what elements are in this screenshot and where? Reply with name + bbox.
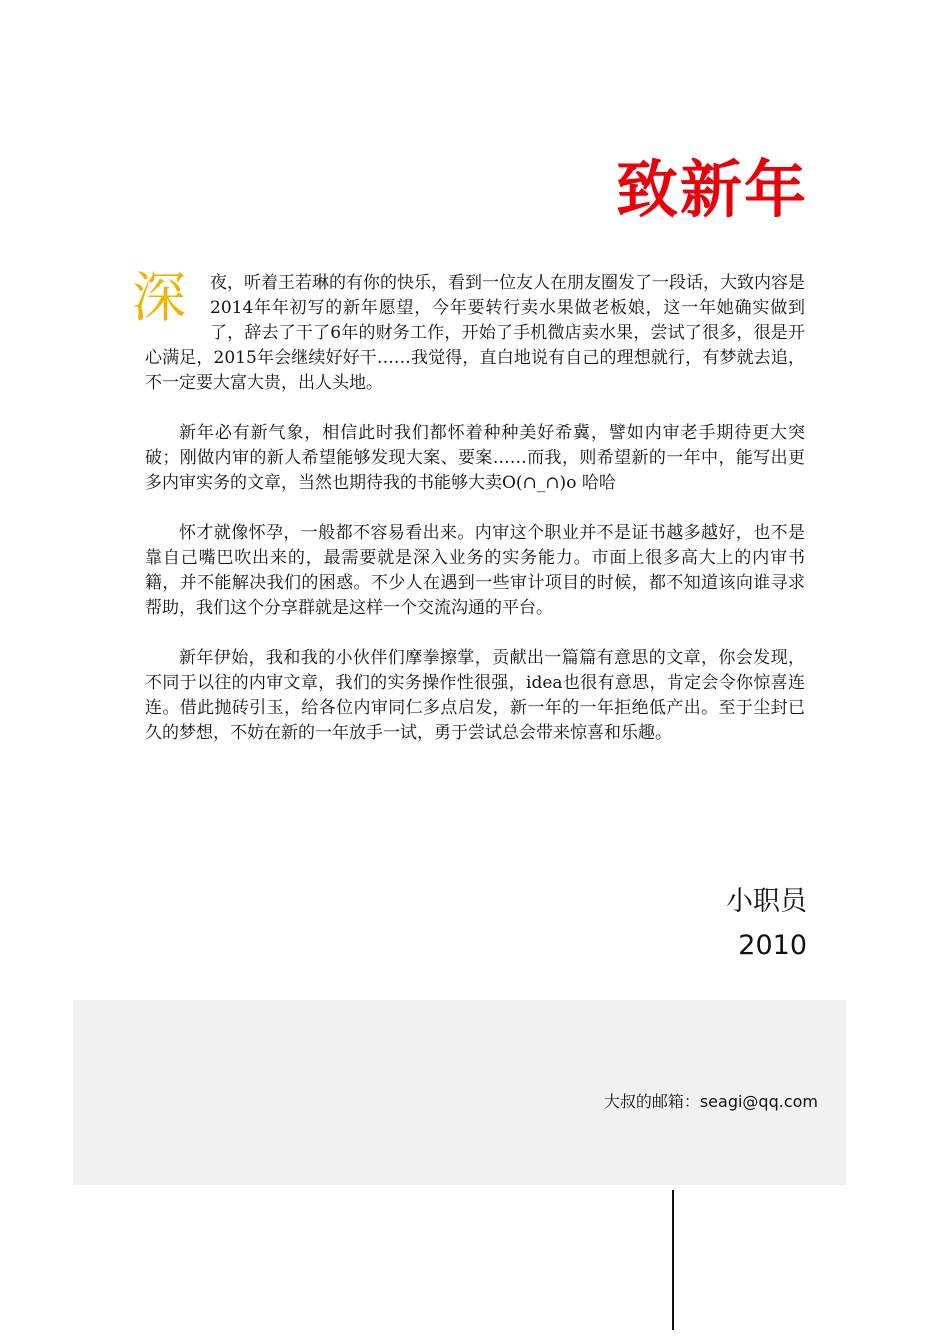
footer-panel xyxy=(73,1000,846,1185)
paragraph-1 xyxy=(132,266,805,396)
paragraph-3: 怀才就像怀孕，一般都不容易看出来。内审这个职业并不是证书越多越好，也不是靠自己嘴巴吹出来的，最需要就是深入业务的实务能力。市面上很多高大上的内审书籍，并不能解决我们的困惑。不少人在遇到一些审计项目的时候，都不知道该向谁寻求帮助，我们这个分享群就是这样一个交流沟通的平台。 xyxy=(145,523,805,618)
signature-name: 小职员 xyxy=(726,886,807,917)
contact-email: 大叔的邮箱：seagi@qq.com xyxy=(603,1092,818,1111)
letter-body xyxy=(132,266,805,771)
vertical-divider xyxy=(672,1190,674,1330)
paragraph-1-text: 夜，听着王若琳的有你的快乐，看到一位友人在朋友圈发了一段话，大致内容是2014年年初写的新年愿望，今年要转行卖水果做老板娘，这一年她确实做到了，辞去了干了6年的财务工作，开始了手机微店卖水果，尝试了很多，很是开心满足，2015年会继续好好干……我觉得，直白地说有自己的理想就行，有梦就去追，不一定要大富大贵，出人头地。 xyxy=(145,273,805,393)
document-title: 致新年 xyxy=(615,153,808,226)
paragraph-4: 新年伊始，我和我的小伙伴们摩拳擦掌，贡献出一篇篇有意思的文章，你会发现，不同于以往的内审文章，我们的实务操作性很强，idea也很有意思，肯定会令你惊喜连连。借此抛砖引玉，给各位内审同仁多点启发，新一年的一年拒绝低产出。至于尘封已久的梦想，不妨在新的一年放手一试，勇于尝试总会带来惊喜和乐趣。 xyxy=(145,648,805,743)
drop-cap: 深 xyxy=(132,266,186,329)
paragraph-2: 新年必有新气象，相信此时我们都怀着种种美好希冀，譬如内审老手期待更大突破；刚做内审的新人希望能够发现大案、要案……而我，则希望新的一年中，能写出更多内审实务的文章，当然也期待我的书能够大卖O(∩_∩)o 哈哈 xyxy=(145,423,805,493)
signature-year: 2010 xyxy=(738,930,807,961)
